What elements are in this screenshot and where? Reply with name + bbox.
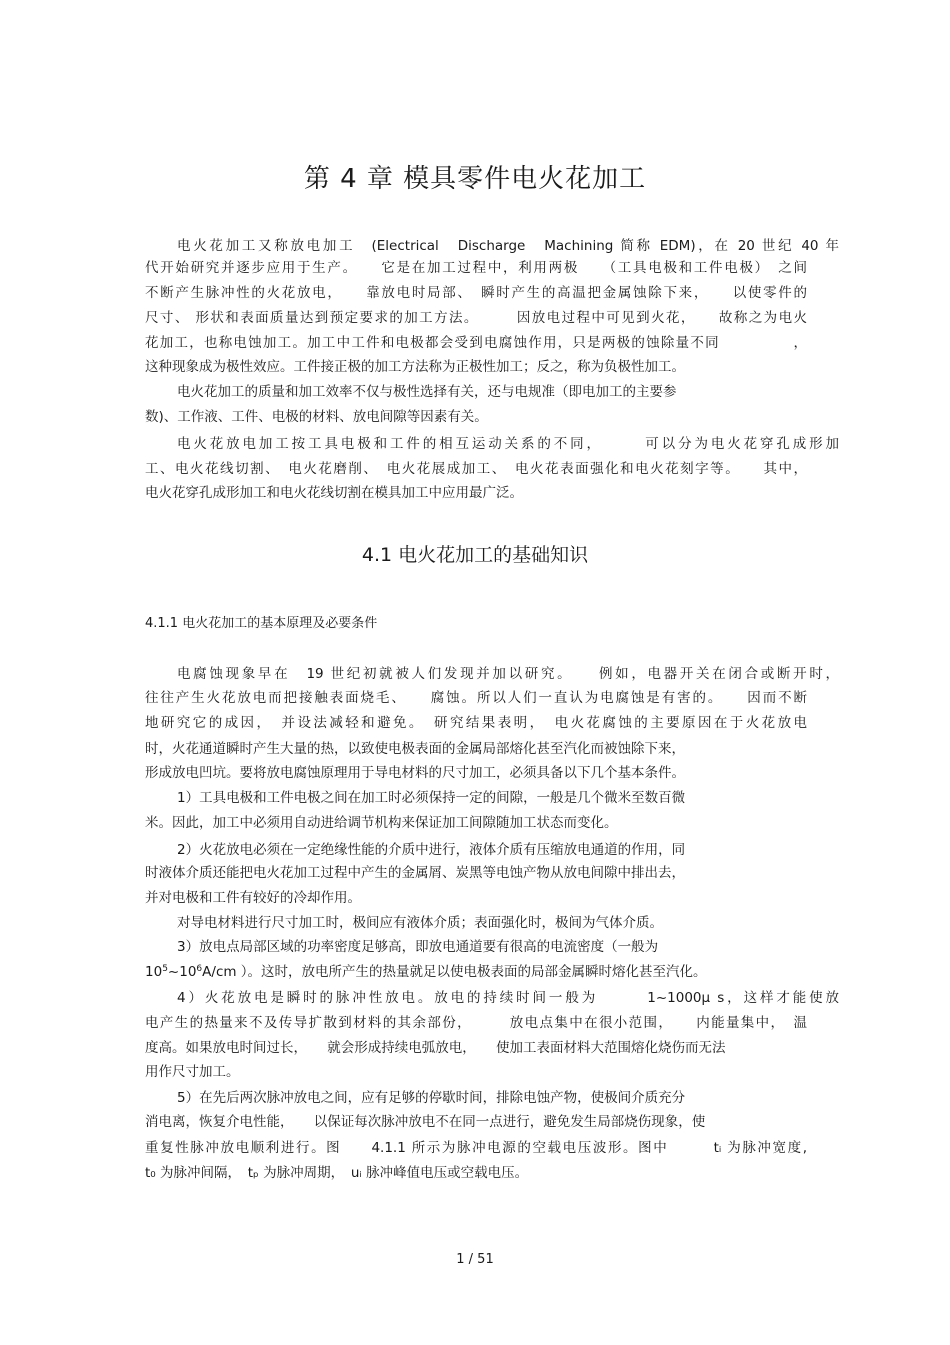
density-high-exponent: 6	[196, 964, 203, 974]
body-line: 电产生的热量来不及传导扩散到材料的其余部份， 放电点集中在很小范围， 内能量集中， 温	[145, 1015, 807, 1031]
subsection-title: 4.1.1 电火花加工的基本原理及必要条件	[145, 616, 378, 631]
body-line: 形成放电凹坑。要将放电腐蚀原理用于导电材料的尺寸加工，必须具备以下几个基本条件。	[145, 765, 685, 781]
intro-line: 电火花加工又称放电加工 (Electrical Discharge Machining 简称 EDM)，在 20 世纪 40 年	[177, 238, 839, 254]
body-line: 1）工具电极和工件电极之间在加工时必须保持一定的间隙，一般是几个微米至数百微	[177, 790, 686, 806]
body-line: 度高。如果放电时间过长， 就会形成持续电弧放电， 使加工表面材料大范围熔化烧伤而无法	[145, 1040, 726, 1056]
density-low-base: 10	[145, 964, 163, 980]
body-line: 4）火花放电是瞬时的脉冲性放电。放电的持续时间一般为 1~1000μ s，这样才能使放	[177, 990, 839, 1006]
page-number: 1 / 51	[456, 1252, 494, 1267]
body-line: 重复性脉冲放电顺利进行。图 4.1.1 所示为脉冲电源的空载电压波形。图中 tᵢ 为脉冲宽度,	[145, 1140, 807, 1156]
body-line: 时，火花通道瞬时产生大量的热，以致使电极表面的金属局部熔化甚至汽化而被蚀除下来，	[145, 741, 685, 757]
body-line: 5）在先后两次脉冲放电之间，应有足够的停歇时间，排除电蚀产物，使极间介质充分	[177, 1090, 686, 1106]
body-line: 往往产生火花放电而把接触表面烧毛、 腐蚀。所以人们一直认为电腐蚀是有害的。 因而不断	[145, 690, 807, 706]
body-line: 电腐蚀现象早在 19 世纪初就被人们发现并加以研究。 例如，电器开关在闭合或断开时，	[177, 666, 839, 682]
section-title: 4.1 电火花加工的基础知识	[361, 544, 589, 566]
body-line: 地研究它的成因， 并设法减轻和避免。 研究结果表明， 电火花腐蚀的主要原因在于火花放电	[145, 715, 807, 731]
density-low-exponent: 5	[162, 964, 168, 974]
intro-line: 电火花放电加工按工具电极和工件的相互运动关系的不同， 可以分为电火花穿孔成形加	[177, 436, 839, 452]
body-line: 3）放电点局部区域的功率密度足够高，即放电通道要有很高的电流密度（一般为	[177, 939, 659, 955]
intro-line: 工、电火花线切割、 电火花磨削、 电火花展成加工、 电火花表面强化和电火花刻字等。 其中，	[145, 461, 807, 477]
intro-line: 花加工，也称电蚀加工。加工中工件和电极都会受到电腐蚀作用，只是两极的蚀除量不同 ，	[145, 335, 807, 351]
body-line: t₀ 为脉冲间隔， tₚ 为脉冲周期， uᵢ 脉冲峰值电压或空载电压。	[145, 1165, 529, 1181]
body-line: 米。因此，加工中必须用自动进给调节机构来保证加工间隙随加工状态而变化。	[145, 815, 618, 831]
intro-line: 代开始研究并逐步应用于生产。 它是在加工过程中，利用两极 （工具电极和工件电极） 之间	[145, 260, 807, 276]
intro-line: 这种现象成为极性效应。工件接正极的加工方法称为正极性加工；反之，称为负极性加工。	[145, 359, 685, 375]
body-line: 2）火花放电必须在一定绝缘性能的介质中进行，液体介质有压缩放电通道的作用，同	[177, 842, 686, 858]
body-line-density	[145, 962, 807, 982]
density-separator: ~10	[167, 964, 197, 980]
body-line: 时液体介质还能把电火花加工过程中产生的金属屑、炭黑等电蚀产物从放电间隙中排出去，	[145, 865, 685, 881]
intro-line: 尺寸、 形状和表面质量达到预定要求的加工方法。 因放电过程中可见到火花， 故称之为电火	[145, 310, 807, 326]
body-line: 并对电极和工件有较好的冷却作用。	[145, 890, 361, 906]
density-text: A/cm ）。这时，放电所产生的热量就足以使电极表面的局部金属瞬时熔化甚至汽化。	[202, 964, 707, 980]
body-line: 对导电材料进行尺寸加工时，极间应有液体介质；表面强化时，极间为气体介质。	[177, 915, 663, 931]
body-line: 消电离，恢复介电性能， 以保证每次脉冲放电不在同一点进行，避免发生局部烧伤现象，使	[145, 1114, 706, 1130]
intro-line: 电火花加工的质量和加工效率不仅与极性选择有关，还与电规准（即电加工的主要参	[177, 384, 677, 400]
intro-line: 不断产生脉冲性的火花放电， 靠放电时局部、 瞬时产生的高温把金属蚀除下来， 以使零件的	[145, 285, 807, 301]
body-line: 用作尺寸加工。	[145, 1064, 240, 1080]
chapter-title: 第 4 章 模具零件电火花加工	[303, 164, 647, 194]
intro-line: 电火花穿孔成形加工和电火花线切割在模具加工中应用最广泛。	[145, 485, 523, 501]
intro-line: 数)、工作液、工件、电极的材料、放电间隙等因素有关。	[145, 409, 488, 425]
